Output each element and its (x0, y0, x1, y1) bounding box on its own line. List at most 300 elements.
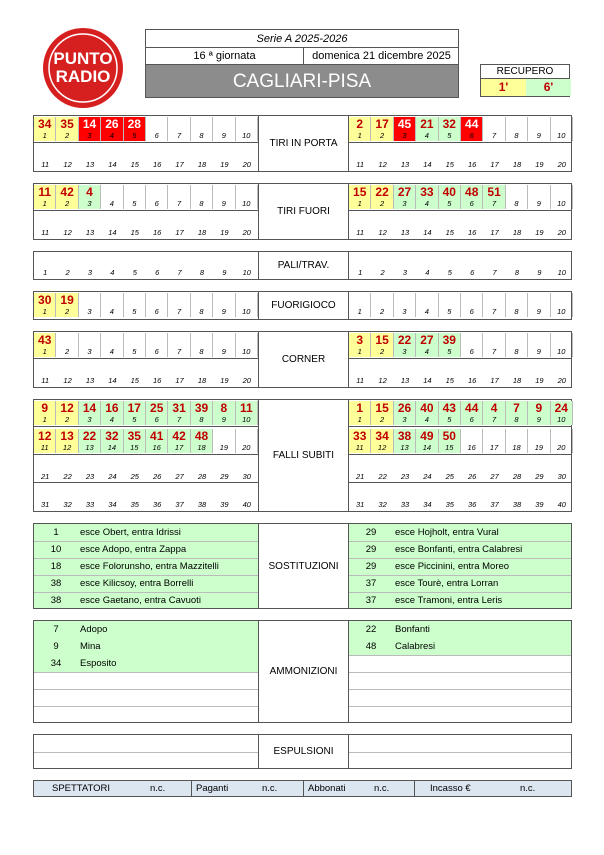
abbonati-value: n.c. (374, 783, 390, 794)
tiri_fuori-home-value-7 (168, 185, 189, 199)
falli-away-value-10: 24 (554, 401, 568, 415)
ammonizioni-home-row (34, 621, 258, 638)
falli-away-cell-18 (506, 429, 528, 453)
minute-number: 11 (40, 443, 49, 452)
corner-home-cell-7 (168, 333, 190, 357)
recupero-label: RECUPERO (480, 64, 570, 79)
minute-number: 20 (557, 443, 566, 452)
falli-away-cell-12 (371, 429, 393, 453)
minute-number: 1 (357, 415, 362, 424)
minute-number: 8 (514, 307, 519, 316)
tiri_porta-home-value-4: 26 (105, 117, 119, 131)
falli-away-value-16 (461, 429, 482, 443)
tiri_porta-home-cell-6 (146, 117, 168, 141)
minute-number: 1 (42, 307, 47, 316)
header-subrow (145, 47, 459, 65)
falli-away-value-12: 34 (375, 429, 389, 443)
falli-home-value-4: 16 (105, 401, 119, 415)
minute-number: 6 (154, 131, 159, 140)
minute-number: 16 (153, 228, 162, 237)
tiri_fuori-home-value-10 (236, 185, 257, 199)
minute-number: 7 (492, 131, 497, 140)
falli-home-cell-8 (191, 401, 213, 425)
minute-number: 20 (242, 443, 251, 452)
minute-number: 13 (400, 160, 410, 169)
minute-number: 10 (557, 199, 566, 208)
paganti-value: n.c. (262, 783, 278, 794)
minute-number: 17 (490, 160, 499, 169)
tiri_porta-away-cell-7 (483, 117, 505, 141)
falli-away-cell-14 (416, 429, 438, 453)
sostituzioni-home-row (34, 558, 258, 575)
minute-number: 7 (177, 268, 182, 277)
minute-number: 3 (402, 268, 408, 277)
fuorigioco-away-value-7 (483, 293, 504, 307)
minute-number: 5 (132, 268, 137, 277)
tiri_porta-home-cell-1 (34, 117, 56, 141)
corner-home-value-10 (236, 333, 257, 347)
fuorigioco-home-value-1: 30 (38, 293, 52, 307)
tiri_fuori-home-cell-1 (34, 185, 56, 209)
falli-away-value-6: 44 (465, 401, 479, 415)
section-espulsioni (33, 734, 572, 769)
minute: 9 (53, 641, 59, 652)
tiri_fuori-away-value-3: 27 (397, 185, 412, 199)
tiri_fuori-away-cell-10 (551, 185, 573, 209)
falli-home-value-2: 12 (60, 401, 74, 415)
recupero-second-half: 6' (526, 79, 571, 96)
minute-number: 5 (447, 131, 452, 140)
ammonizioni-home-row (34, 655, 258, 672)
minute-number: 25 (445, 472, 454, 481)
pali-label: PALI/TRAV. (258, 252, 349, 279)
falli-away-value-7: 4 (490, 401, 498, 415)
minute-number: 2 (380, 131, 385, 140)
minute-number: 20 (557, 228, 566, 237)
sostituzioni-away-row (349, 592, 571, 609)
tiri_fuori-away-value-10 (551, 185, 572, 199)
falli-away-cell-10 (551, 401, 573, 425)
minute: 34 (50, 658, 62, 669)
corner-home-value-7 (168, 333, 189, 347)
minute-number: 13 (400, 376, 410, 385)
minute-number: 7 (492, 347, 497, 356)
minute-number: 14 (423, 228, 432, 237)
minute-number: 11 (41, 228, 50, 237)
minute-number: 6 (469, 347, 474, 356)
minute-number: 10 (557, 307, 566, 316)
ammonizioni-label: AMMONIZIONI (258, 621, 349, 722)
event-text: Adopo (80, 624, 108, 635)
falli-away-cell-9 (528, 401, 550, 425)
minute-number: 14 (423, 376, 432, 385)
minute-number: 8 (199, 415, 204, 424)
tiri_porta-away-value-4: 21 (420, 117, 434, 131)
corner-away-value-2: 15 (375, 333, 389, 347)
minute-number: 9 (221, 131, 226, 140)
minute-number: 6 (154, 307, 159, 316)
corner-home-cell-1 (34, 333, 56, 357)
falli-away-cell-2 (371, 401, 393, 425)
sostituzioni-home-row (34, 592, 258, 609)
tiri_fuori-home-value-9 (213, 185, 234, 199)
minute-number: 31 (41, 500, 50, 509)
fuorigioco-home-cell-5 (124, 293, 146, 317)
tiri_porta-away-cell-8 (506, 117, 528, 141)
tiri_fuori-away-cell-5 (439, 185, 461, 209)
minute-number: 8 (199, 199, 204, 208)
event-text: esce Tourè, entra Lorran (395, 578, 499, 589)
logo-text-bottom: RADIO (55, 67, 111, 86)
sostituzioni-away-row (349, 575, 571, 592)
corner-home-cell-10 (236, 333, 258, 357)
minute: 38 (50, 578, 62, 589)
event-text: esce Kilicsoy, entra Borrelli (80, 578, 194, 589)
minute-number: 7 (492, 199, 497, 208)
minute-number: 9 (221, 199, 226, 208)
minute-number: 15 (130, 160, 139, 169)
corner-home-value-3 (79, 333, 100, 347)
minute-number: 12 (378, 228, 387, 237)
minute-number: 38 (197, 500, 207, 509)
minute-number: 9 (536, 415, 541, 424)
fuorigioco-home-cell-6 (146, 293, 168, 317)
minute-number: 1 (42, 347, 47, 356)
falli-home-cell-16 (146, 429, 168, 453)
minute-number: 20 (557, 376, 566, 385)
minute: 7 (53, 624, 59, 635)
falli-away-cell-5 (439, 401, 461, 425)
tiri_fuori-away-value-1: 15 (353, 185, 367, 199)
minute-number: 14 (108, 160, 117, 169)
minute-number: 5 (447, 307, 452, 316)
tiri_porta-away-value-1: 2 (356, 117, 364, 131)
tiri_fuori-away-cell-3 (394, 185, 416, 209)
fuorigioco-home-cell-1 (34, 293, 56, 317)
fuorigioco-away-value-6 (461, 293, 482, 307)
minute-number: 17 (174, 443, 184, 452)
minute-number: 2 (65, 347, 70, 356)
match-date: domenica 21 dicembre 2025 (312, 50, 451, 62)
fuorigioco-away-value-1 (349, 293, 370, 307)
minute-number: 10 (242, 268, 251, 277)
tiri_fuori-home-cell-6 (146, 185, 168, 209)
minute-number: 21 (41, 472, 50, 481)
falli-home-value-17: 42 (172, 429, 186, 443)
minute-number: 33 (400, 500, 410, 509)
minute-number: 6 (469, 415, 474, 424)
minute-number: 5 (447, 199, 452, 208)
minute-number: 12 (63, 228, 72, 237)
minute-number: 15 (445, 228, 454, 237)
falli-away-cell-13 (394, 429, 416, 453)
corner-away-value-4: 27 (420, 333, 434, 347)
tiri_porta-home-value-3: 14 (82, 117, 97, 131)
event-text: esce Obert, entra Idrissi (80, 527, 181, 538)
falli-home-cell-2 (56, 401, 78, 425)
minute-number: 15 (130, 443, 139, 452)
minute-number: 18 (197, 376, 207, 385)
fuorigioco-away-cell-7 (483, 293, 505, 317)
minute-number: 14 (423, 160, 432, 169)
event-text: esce Piccinini, entra Moreo (395, 561, 510, 572)
minute-number: 26 (153, 472, 162, 481)
falli-away-value-18 (506, 429, 527, 443)
attendance-footer (33, 780, 572, 797)
minute-number: 1 (357, 199, 362, 208)
minute-number: 2 (380, 307, 385, 316)
minute-number: 7 (177, 415, 182, 424)
falli-away-cell-7 (483, 401, 505, 425)
tiri_porta-home-cell-10 (236, 117, 258, 141)
minute-number: 5 (132, 307, 137, 316)
minute-number: 12 (62, 443, 72, 452)
minute-number: 29 (535, 472, 544, 481)
minute-number: 4 (109, 307, 114, 316)
minute-number: 19 (534, 443, 544, 452)
section-falli-subiti (33, 399, 572, 512)
minute-number: 13 (400, 443, 409, 452)
fuorigioco-home-value-8 (191, 293, 212, 307)
tiri_porta-home-value-1: 34 (38, 117, 52, 131)
minute-number: 18 (197, 443, 206, 452)
minute-number: 19 (220, 376, 229, 385)
corner-away-value-7 (483, 333, 504, 347)
minute-number: 40 (242, 500, 251, 509)
sostituzioni-away-row (349, 541, 571, 558)
minute-number: 1 (42, 131, 47, 140)
corner-home-value-4 (101, 333, 122, 347)
tiri_porta-home-value-2: 35 (60, 117, 74, 131)
minute-number: 8 (199, 347, 204, 356)
tiri_porta-away-value-7 (483, 117, 504, 131)
fuorigioco-home-value-4 (101, 293, 122, 307)
punto-radio-logo (38, 26, 128, 110)
minute: 38 (50, 595, 62, 606)
fuorigioco-away-value-9 (528, 293, 549, 307)
minute-number: 28 (197, 472, 207, 481)
tiri_fuori-home-cell-9 (213, 185, 235, 209)
falli-home-value-5: 17 (127, 401, 141, 415)
fuorigioco-away-cell-4 (416, 293, 438, 317)
fuorigioco-away-value-8 (506, 293, 527, 307)
minute-number: 16 (153, 376, 162, 385)
minute-number: 6 (154, 347, 159, 356)
minute-number: 1 (42, 415, 47, 424)
minute-number: 19 (219, 443, 229, 452)
falli-home-cell-11 (34, 429, 56, 453)
tiri_porta-home-cell-2 (56, 117, 78, 141)
minute-number: 9 (536, 307, 541, 316)
minute-number: 33 (85, 500, 95, 509)
tiri_porta-home-cell-9 (213, 117, 235, 141)
corner-away-cell-9 (528, 333, 550, 357)
corner-away-value-5: 39 (442, 333, 456, 347)
tiri_porta-home-cell-3 (79, 117, 101, 141)
corner-home-cell-9 (213, 333, 235, 357)
falli-home-value-6: 25 (150, 401, 164, 415)
falli-away-cell-3 (394, 401, 416, 425)
corner-home-cell-5 (124, 333, 146, 357)
falli-home-value-11: 12 (38, 429, 52, 443)
minute-number: 10 (242, 347, 251, 356)
tiri_porta-home-value-9 (213, 117, 234, 131)
falli-home-cell-12 (56, 429, 78, 453)
minute-number: 11 (41, 376, 50, 385)
minute-number: 4 (425, 268, 430, 277)
minute-number: 9 (221, 307, 226, 316)
sostituzioni-label: SOSTITUZIONI (258, 524, 349, 608)
minute-number: 2 (380, 415, 385, 424)
falli-away-cell-15 (439, 429, 461, 453)
fuorigioco-home-cell-7 (168, 293, 190, 317)
tiri_fuori-home-cell-3 (79, 185, 101, 209)
fuorigioco-home-cell-3 (79, 293, 101, 317)
minute-number: 32 (63, 500, 72, 509)
sostituzioni-away-row (349, 524, 571, 541)
fuorigioco-away-cell-2 (371, 293, 393, 317)
falli-away-cell-20 (551, 429, 573, 453)
minute-number: 8 (514, 415, 519, 424)
minute-number: 4 (424, 415, 429, 424)
minute-number: 2 (65, 131, 70, 140)
minute-number: 38 (512, 500, 522, 509)
falli-away-cell-17 (483, 429, 505, 453)
corner-away-value-3: 22 (397, 333, 412, 347)
ammonizioni-away-row (349, 638, 571, 655)
minute-number: 3 (402, 131, 407, 140)
falli-away-value-14: 49 (420, 429, 434, 443)
minute-number: 11 (356, 376, 365, 385)
falli-away-cell-8 (506, 401, 528, 425)
falli-home-value-16: 41 (150, 429, 164, 443)
minute-number: 37 (175, 500, 184, 509)
tiri_porta-away-cell-1 (349, 117, 371, 141)
corner-away-cell-2 (371, 333, 393, 357)
minute: 37 (365, 595, 377, 606)
minute-number: 9 (536, 347, 541, 356)
minute-number: 23 (400, 472, 410, 481)
minute-number: 7 (177, 131, 182, 140)
minute-number: 7 (492, 307, 497, 316)
minute-number: 4 (109, 347, 114, 356)
minute-number: 8 (514, 131, 519, 140)
minute-number: 5 (132, 131, 137, 140)
falli-home-cell-5 (124, 401, 146, 425)
event-text: esce Bonfanti, entra Calabresi (395, 544, 523, 555)
tiri_fuori-home-value-5 (124, 185, 145, 199)
minute-number: 17 (175, 228, 184, 237)
minute-number: 2 (65, 307, 70, 316)
falli-away-value-4: 40 (420, 401, 434, 415)
minute-number: 3 (87, 199, 92, 208)
minute-number: 13 (85, 160, 95, 169)
tiri_fuori-away-cell-7 (483, 185, 505, 209)
falli-away-value-8: 7 (513, 401, 520, 415)
minute-number: 5 (447, 347, 452, 356)
tiri_fuori-away-value-6: 48 (465, 185, 479, 199)
event-text: esce Gaetano, entra Cavuoti (80, 595, 201, 606)
corner-away-cell-10 (551, 333, 573, 357)
sostituzioni-away-row (349, 558, 571, 575)
falli-home-cell-17 (168, 429, 190, 453)
corner-home-cell-6 (146, 333, 168, 357)
minute-number: 18 (512, 443, 521, 452)
fuorigioco-away-cell-1 (349, 293, 371, 317)
tiri_porta-away-value-3: 45 (397, 117, 412, 131)
minute-number: 4 (424, 131, 429, 140)
minute-number: 16 (468, 228, 477, 237)
minute-number: 9 (222, 268, 227, 277)
minute-number: 16 (153, 160, 162, 169)
minute-number: 10 (557, 347, 566, 356)
corner-home-value-6 (146, 333, 167, 347)
minute-number: 35 (130, 500, 139, 509)
falli-home-value-3: 14 (82, 401, 97, 415)
minute-number: 19 (535, 376, 544, 385)
minute: 29 (365, 544, 377, 555)
fuorigioco-away-cell-5 (439, 293, 461, 317)
minute-number: 6 (154, 199, 159, 208)
tiri_fuori-away-value-7: 51 (487, 185, 501, 199)
minute-number: 13 (85, 228, 95, 237)
falli-away-value-5: 43 (442, 401, 456, 415)
event-text: Calabresi (395, 641, 436, 652)
event-text: esce Hojholt, entra Vural (395, 527, 499, 538)
tiri_porta-home-value-7 (168, 117, 189, 131)
fuorigioco-away-cell-9 (528, 293, 550, 317)
corner-home-value-9 (213, 333, 234, 347)
incasso-value: n.c. (520, 783, 536, 794)
minute-number: 17 (490, 228, 499, 237)
minute-number: 10 (557, 131, 566, 140)
minute-number: 22 (63, 472, 72, 481)
tiri_fuori-away-value-5: 40 (442, 185, 456, 199)
sostituzioni-home-row (34, 575, 258, 592)
minute-number: 36 (153, 500, 162, 509)
minute-number: 3 (402, 347, 407, 356)
falli-home-value-10: 11 (239, 401, 253, 415)
minute-number: 35 (445, 500, 454, 509)
minute-number: 10 (242, 307, 251, 316)
minute-number: 2 (380, 268, 385, 277)
minute-number: 32 (378, 500, 387, 509)
event-text: Esposito (80, 658, 117, 669)
falli-home-cell-18 (191, 429, 213, 453)
tiri_fuori-home-cell-10 (236, 185, 258, 209)
minute-number: 12 (63, 376, 72, 385)
tiri_porta-away-value-8 (506, 117, 527, 131)
espulsioni-label: ESPULSIONI (258, 735, 349, 768)
falli-home-value-14: 32 (105, 429, 119, 443)
tiri_fuori-home-cell-4 (101, 185, 123, 209)
minute-number: 23 (85, 472, 95, 481)
section-ammonizioni (33, 620, 572, 723)
section-fuorigioco (33, 291, 572, 320)
tiri_fuori-away-value-8 (506, 185, 527, 199)
minute-number: 19 (535, 160, 544, 169)
event-text: Bonfanti (395, 624, 430, 635)
spettatori-label: SPETTATORI (52, 783, 111, 794)
minute-number: 16 (468, 376, 477, 385)
tiri_porta-home-value-6 (146, 117, 167, 131)
minute-number: 15 (445, 376, 454, 385)
minute-number: 3 (87, 347, 92, 356)
minute-number: 2 (65, 268, 70, 277)
fuorigioco-home-cell-2 (56, 293, 78, 317)
falli-away-value-2: 15 (375, 401, 389, 415)
corner-away-cell-7 (483, 333, 505, 357)
